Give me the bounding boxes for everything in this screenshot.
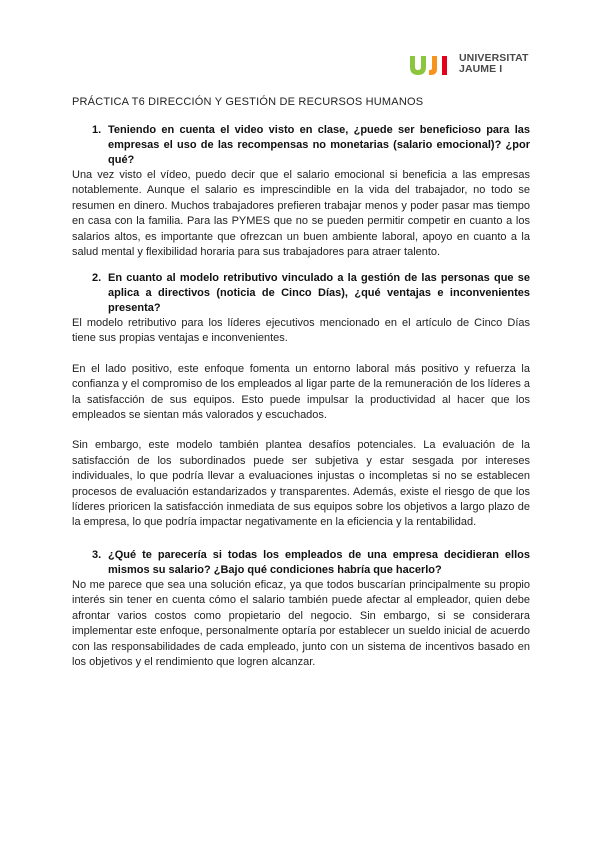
answer-paragraph: En el lado positivo, este enfoque fomenta un entorno laboral más positivo y refuerza la confianza y el compromiso de los empleados al ligar parte de la remuneración de los líderes a la satisfacción de sus equipos. Esto puede impulsar la productividad al hacer que los empleados se sientan más valorados y escuchados. bbox=[72, 362, 530, 422]
question-text: En cuanto al modelo retributivo vinculado a la gestión de las personas que se aplica a directivos (noticia de Cinco Días), ¿qué ventajas e inconvenientes presenta? bbox=[108, 272, 530, 314]
university-name-line2: JAUME I bbox=[459, 62, 503, 75]
answer-2 bbox=[72, 316, 530, 546]
answer-paragraph: No me parece que sea una solución eficaz, ya que todos buscarían principalmente su propio interés sin tener en cuenta cómo el salario también puede afectar al empleador, quien debe afrontar varios costos como propietario del negocio. Sin embargo, si se considerara implementar este enfoque, personalmente optaría por establecer un sueldo inicial de acuerdo con las responsabilidades de cada empleado, junto con un sistema de incentivos basado en los objetivos y el rendimiento que logren alcanzar. bbox=[72, 579, 530, 669]
answer-paragraph: Sin embargo, este modelo también plantea desafíos potenciales. La evaluación de la satisfacción de los subordinados puede ser subjetiva y estar sesgada por intereses individuales, lo que podría llevar a evaluaciones injustas o incompletas si no se establecen procesos de evaluación estandarizados y transparentes. Además, existe el riesgo de que los líderes prioricen la satisfacción inmediata de sus equipos sobre los objetivos a largo plazo de la empresa, lo que podría impactar negativamente en la eficiencia y la rentabilidad. bbox=[72, 439, 530, 529]
university-logo bbox=[410, 52, 535, 76]
answer-1 bbox=[72, 168, 530, 275]
university-name bbox=[459, 53, 529, 74]
question-1 bbox=[92, 123, 530, 168]
question-3 bbox=[92, 548, 530, 578]
question-2 bbox=[92, 271, 530, 316]
answer-paragraph: Una vez visto el vídeo, puedo decir que el salario emocional si beneficia a las empresas notablemente. Aunque el salario es imprescindible en la vida del trabajador, no todo se resumen en dinero. Muchos trabajadores prefieren trabajar menos y poder pasar mas tiempo en casa con la familia. Para las PYMES que no se pueden permitir competir en cuanto a los salarios altos, es importante que ofrezcan un buen ambiente laboral, apoyo en cuanto a la salud mental y flexibilidad horaria para sus trabajadores para atraer talento. bbox=[72, 169, 530, 259]
answer-3 bbox=[72, 578, 530, 685]
question-number: 2. bbox=[92, 272, 102, 284]
question-number: 3. bbox=[92, 549, 102, 561]
question-text: Teniendo en cuenta el video visto en clase, ¿puede ser beneficioso para las empresas el uso de las recompensas no monetarias (salario emocional)? ¿por qué? bbox=[108, 124, 530, 166]
question-text: ¿Qué te parecería si todas los empleados de una empresa decidieran ellos mismos su salario? ¿Bajo qué condiciones habría que hacerlo? bbox=[108, 549, 530, 576]
uji-logo-icon bbox=[410, 52, 456, 76]
answer-paragraph: El modelo retributivo para los líderes ejecutivos mencionado en el artículo de Cinco Días tiene sus propias ventajas e inconvenientes. bbox=[72, 317, 530, 345]
question-number: 1. bbox=[92, 124, 102, 136]
university-name-line1: UNIVERSITAT bbox=[459, 52, 529, 64]
document-title: PRÁCTICA T6 DIRECCIÓN Y GESTIÓN DE RECURSOS HUMANOS bbox=[72, 96, 424, 108]
